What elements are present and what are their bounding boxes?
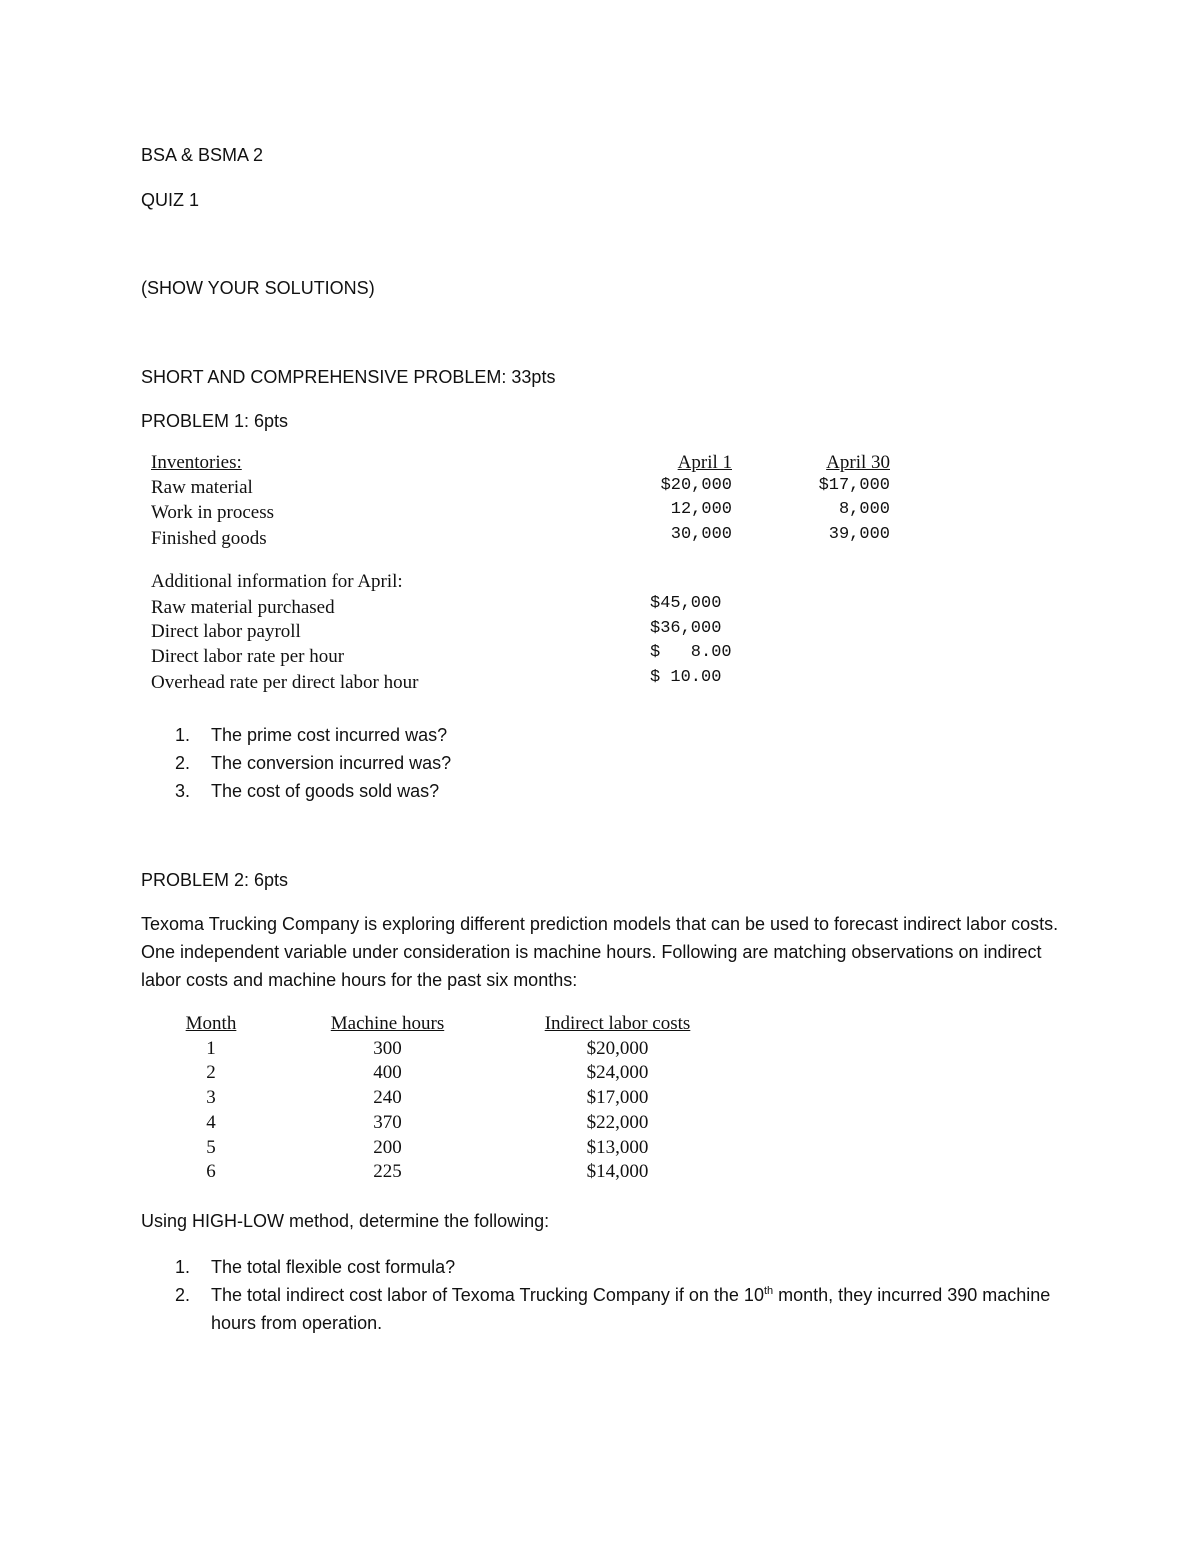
- table-cell-machine-hours: 240: [373, 1087, 402, 1108]
- question-text: The conversion incurred was?: [211, 753, 452, 773]
- question-text-part2: month, they incurred 390 machine hours from operation.: [211, 1285, 1051, 1333]
- additional-row-value: $ 10.00: [650, 668, 722, 687]
- course-heading: BSA & BSMA 2: [141, 145, 264, 165]
- table-cell-indirect-labor: $17,000: [586, 1087, 649, 1108]
- list-item: [141, 721, 451, 749]
- table-cell-indirect-labor: $24,000: [586, 1062, 649, 1083]
- col-machine-hours-header: Machine hours: [330, 1013, 445, 1034]
- table-cell-month: 5: [206, 1137, 216, 1158]
- question-text: The total flexible cost formula?: [211, 1257, 456, 1277]
- inventory-row-april30: 8,000: [838, 500, 890, 519]
- col-month-header: Month: [185, 1013, 237, 1034]
- inventory-row-label: Work in process: [151, 502, 274, 523]
- table-cell-month: 2: [206, 1062, 216, 1083]
- method-instruction: Using HIGH-LOW method, determine the following:: [141, 1211, 550, 1231]
- list-item: [141, 749, 451, 777]
- section-title: SHORT AND COMPREHENSIVE PROBLEM: 33pts: [141, 367, 556, 387]
- question-number: 1.: [175, 725, 191, 745]
- inventory-row-april1: 30,000: [670, 525, 732, 544]
- problem2-description: Texoma Trucking Company is exploring different prediction models that can be used to forecast indirect labor costs. One independent variable under consideration is machine hours. Following are matching observations on indirect labor costs and machine hours for the past six months:: [141, 914, 1059, 990]
- additional-row-label: Raw material purchased: [151, 597, 335, 618]
- inventory-row-label: Finished goods: [151, 528, 267, 549]
- additional-row-value: $36,000: [650, 619, 722, 638]
- inventory-row-april30: $17,000: [818, 476, 890, 495]
- inventory-row-april1: $20,000: [660, 476, 732, 495]
- table-cell-month: 4: [206, 1112, 216, 1133]
- table-cell-machine-hours: 200: [373, 1137, 402, 1158]
- additional-row-label: Direct labor rate per hour: [151, 646, 345, 667]
- table-cell-indirect-labor: $22,000: [586, 1112, 649, 1133]
- problem2-question-list: [141, 1253, 1061, 1337]
- question-text-part1: The total indirect cost labor of Texoma Trucking Company if on the 10: [211, 1285, 764, 1305]
- table-cell-indirect-labor: $20,000: [586, 1038, 649, 1059]
- col-april1-header: April 1: [677, 452, 732, 473]
- table-cell-indirect-labor: $13,000: [586, 1137, 649, 1158]
- additional-row-value: $ 8.00: [650, 643, 732, 662]
- question-number: 1.: [175, 1257, 191, 1277]
- table-cell-month: 1: [206, 1038, 216, 1059]
- list-item: [141, 1253, 1061, 1281]
- table-cell-machine-hours: 300: [373, 1038, 402, 1059]
- table-cell-month: 3: [206, 1087, 216, 1108]
- problem1-title: PROBLEM 1: 6pts: [141, 411, 289, 431]
- question-text: The prime cost incurred was?: [211, 725, 448, 745]
- additional-row-label: Overhead rate per direct labor hour: [151, 672, 419, 693]
- question-text: The cost of goods sold was?: [211, 781, 440, 801]
- additional-row-value: $45,000: [650, 594, 722, 613]
- inventory-row-april1: 12,000: [670, 500, 732, 519]
- problem2-title: PROBLEM 2: 6pts: [141, 870, 289, 890]
- table-cell-machine-hours: 225: [373, 1161, 402, 1182]
- additional-info-label: Additional information for April:: [151, 571, 403, 592]
- inventory-row-label: Raw material: [151, 477, 253, 498]
- inventories-label: Inventories:: [151, 452, 242, 473]
- inventory-row-april30: 39,000: [828, 525, 890, 544]
- additional-row-label: Direct labor payroll: [151, 621, 301, 642]
- question-number: 3.: [175, 781, 191, 801]
- table-cell-machine-hours: 370: [373, 1112, 402, 1133]
- problem1-question-list: [141, 721, 451, 805]
- instruction-text: (SHOW YOUR SOLUTIONS): [141, 278, 375, 298]
- question-number: 2.: [175, 753, 191, 773]
- col-april30-header: April 30: [826, 452, 890, 473]
- question-number: 2.: [175, 1285, 191, 1305]
- table-cell-machine-hours: 400: [373, 1062, 402, 1083]
- list-item: [141, 777, 451, 805]
- ordinal-suffix: th: [763, 1285, 774, 1297]
- table-cell-month: 6: [206, 1161, 216, 1182]
- table-cell-indirect-labor: $14,000: [586, 1161, 649, 1182]
- quiz-heading: QUIZ 1: [141, 190, 200, 210]
- col-indirect-labor-header: Indirect labor costs: [544, 1013, 691, 1034]
- list-item: [141, 1281, 1061, 1337]
